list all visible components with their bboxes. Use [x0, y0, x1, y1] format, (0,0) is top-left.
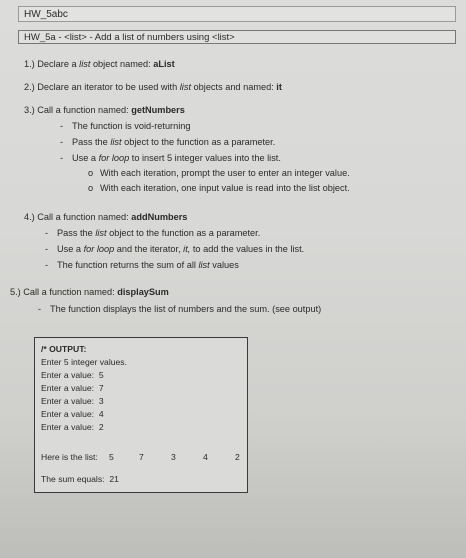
output-list-value: 3: [171, 452, 176, 462]
step-3-bullet-3: - Use a for loop to insert 5 integer values into the list.: [60, 153, 281, 163]
step-3-sub-bullet-2: o With each iteration, one input value is read into the list object.: [88, 183, 350, 193]
title-box: [18, 6, 456, 22]
output-sum: The sum equals: 21: [41, 474, 119, 484]
step-5-bullet-1: - The function displays the list of numbers and the sum. (see output): [38, 304, 322, 314]
output-entry: Enter a value: 7: [41, 383, 104, 393]
step-3-bullet-1: - The function is void-returning: [60, 121, 191, 131]
assignment-id: HW_5a: [24, 32, 56, 43]
output-list-label: Here is the list:: [41, 452, 98, 462]
circle-bullet-icon: o: [88, 183, 94, 193]
output-list-value: 7: [139, 452, 144, 462]
step-3: 3.) Call a function named: getNumbers: [24, 105, 185, 115]
output-entry: Enter a value: 5: [41, 370, 104, 380]
separator: -: [55, 32, 65, 43]
step-4: 4.) Call a function named: addNumbers: [24, 212, 188, 222]
output-prompt: Enter 5 integer values.: [41, 357, 127, 367]
list-tag: <list>: [64, 32, 87, 43]
separator: -: [86, 32, 95, 43]
list-tag: <list>: [212, 32, 235, 43]
output-header: /* OUTPUT:: [41, 344, 87, 354]
step-2: 2.) Declare an iterator to be used with list objects and named: it: [24, 82, 282, 92]
circle-bullet-icon: o: [88, 168, 94, 178]
step-4-bullet-2: - Use a for loop and the iterator, it, to add the values in the list.: [45, 244, 305, 254]
step-5: 5.) Call a function named: displaySum: [10, 287, 169, 297]
step-3-sub-bullet-1: o With each iteration, prompt the user to enter an integer value.: [88, 168, 350, 178]
step-3-bullet-2: - Pass the list object to the function as a parameter.: [60, 137, 276, 147]
output-box: [34, 337, 248, 493]
step-1: 1.) Declare a list object named: aList: [24, 59, 175, 69]
output-list-value: 4: [203, 452, 208, 462]
assignment-description: Add a list of numbers using: [94, 32, 213, 43]
title: HW_5abc: [24, 9, 68, 20]
step-4-bullet-1: - Pass the list object to the function as a parameter.: [45, 228, 261, 238]
step-4-bullet-3: - The function returns the sum of all list values: [45, 260, 239, 270]
output-list-value: 2: [235, 452, 240, 462]
assignment-header: [18, 30, 456, 44]
output-entry: Enter a value: 2: [41, 422, 104, 432]
output-entry: Enter a value: 4: [41, 409, 104, 419]
output-list-value: 5: [109, 452, 114, 462]
output-entry: Enter a value: 3: [41, 396, 104, 406]
